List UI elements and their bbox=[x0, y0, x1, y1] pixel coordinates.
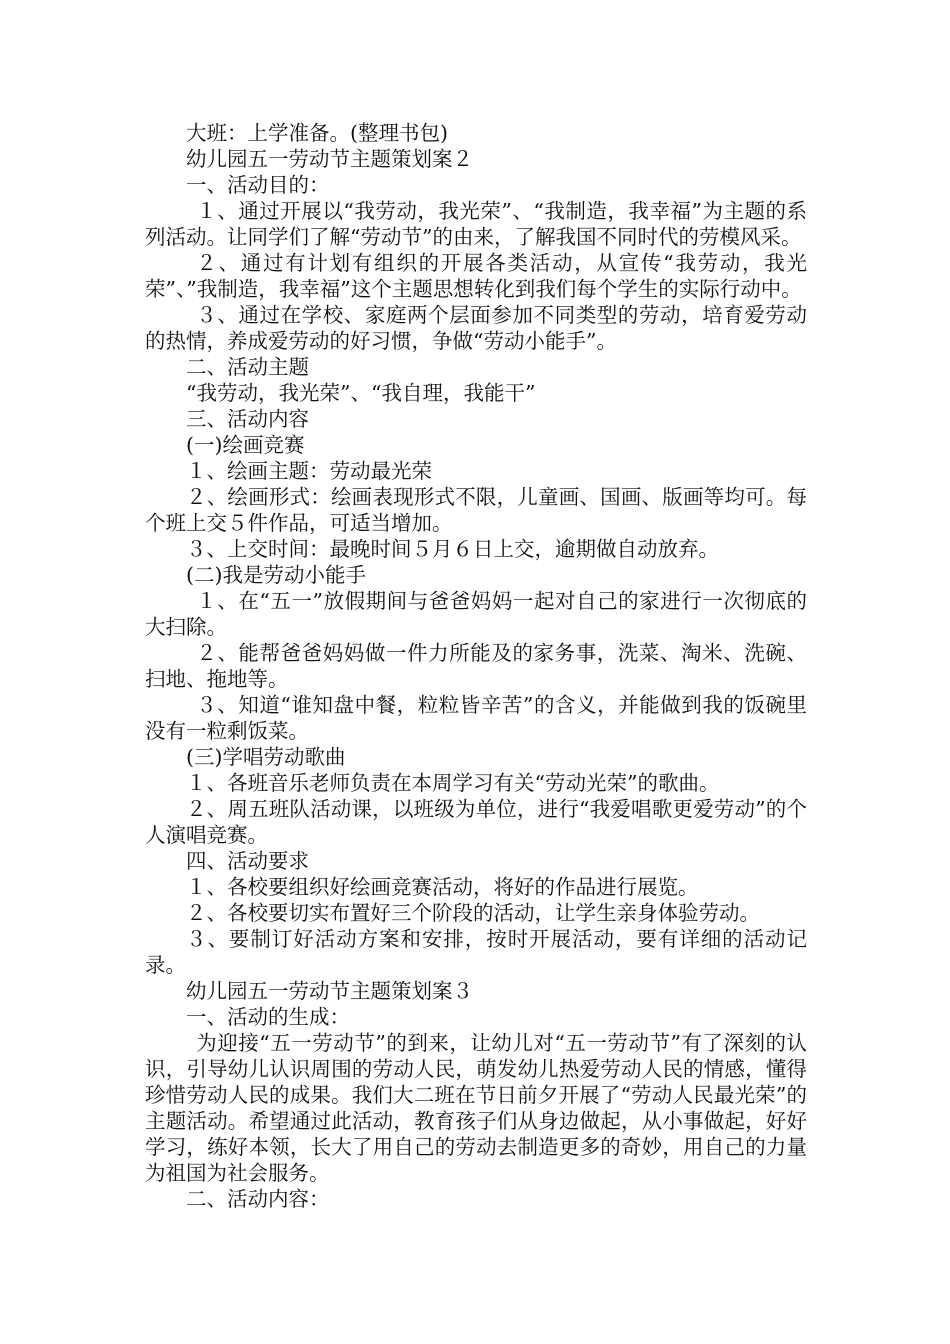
paragraph: ２、能帮爸爸妈妈做一件力所能及的家务事，洗菜、淘米、洗碗、扫地、拖地等。 bbox=[145, 641, 807, 691]
paragraph: ３、上交时间：最晚时间５月６日上交，逾期做自动放弃。 bbox=[186, 537, 719, 561]
paragraph: ３、要制订好活动方案和安排，按时开展活动，要有详细的活动记录。 bbox=[145, 927, 807, 977]
paragraph: 二、活动主题 bbox=[186, 355, 309, 379]
paragraph: １、在“五一”放假期间与爸爸妈妈一起对自己的家进行一次彻底的大扫除。 bbox=[145, 589, 807, 639]
paragraph: 三、活动内容 bbox=[186, 407, 309, 431]
paragraph: ２、绘画形式：绘画表现形式不限，儿童画、国画、版画等均可。每个班上交５件作品，可适当增加。 bbox=[145, 485, 807, 535]
paragraph: １、通过开展以“我劳动，我光荣”、“我制造，我幸福”为主题的系列活动。让同学们了解“劳动节”的由来，了解我国不同时代的劳模风采。 bbox=[145, 199, 807, 249]
paragraph: 幼儿园五一劳动节主题策划案２ bbox=[186, 147, 473, 171]
paragraph: (一)绘画竞赛 bbox=[186, 433, 305, 457]
paragraph: 幼儿园五一劳动节主题策划案３ bbox=[186, 979, 473, 1003]
paragraph: ３、知道“谁知盘中餐，粒粒皆辛苦”的含义，并能做到我的饭碗里没有一粒剩饭菜。 bbox=[145, 693, 807, 743]
paragraph: 一、活动目的： bbox=[186, 173, 330, 197]
paragraph: １、各校要组织好绘画竞赛活动，将好的作品进行展览。 bbox=[186, 875, 699, 899]
paragraph: ２、通过有计划有组织的开展各类活动，从宣传“我劳动，我光荣”、”我制造，我幸福”这个主题思想转化到我们每个学生的实际行动中。 bbox=[145, 251, 807, 301]
paragraph: “我劳动，我光荣”、“我自理，我能干” bbox=[186, 381, 536, 405]
paragraph: １、各班音乐老师负责在本周学习有关“劳动光荣”的歌曲。 bbox=[186, 771, 720, 795]
paragraph: (二)我是劳动小能手 bbox=[186, 563, 366, 587]
paragraph: 为迎接“五一劳动节”的到来，让幼儿对“五一劳动节”有了深刻的认识，引导幼儿认识周围的劳动人民，萌发幼儿热爱劳动人民的情感，懂得珍惜劳动人民的成果。我们大二班在节日前夕开展了“劳动人民最光荣”的主题活动。希望通过此活动，教育孩子们从身边做起，从小事做起，好好学习，练好本领，长大了用自己的劳动去制造更多的奇妙，用自己的力量为祖国为社会服务。 bbox=[145, 1031, 807, 1185]
paragraph: ２、周五班队活动课，以班级为单位，进行“我爱唱歌更爱劳动”的个人演唱竞赛。 bbox=[145, 797, 807, 847]
paragraph: １、绘画主题：劳动最光荣 bbox=[186, 459, 432, 483]
paragraph: 四、活动要求 bbox=[186, 849, 309, 873]
document-page bbox=[145, 120, 807, 1212]
paragraph: 一、活动的生成： bbox=[186, 1005, 350, 1029]
paragraph: 大班：上学准备。(整理书包) bbox=[186, 121, 448, 145]
paragraph: 二、活动内容： bbox=[186, 1187, 330, 1211]
paragraph: ３、通过在学校、家庭两个层面参加不同类型的劳动，培育爱劳动的热情，养成爱劳动的好习惯，争做“劳动小能手”。 bbox=[145, 303, 807, 353]
paragraph: ２、各校要切实布置好三个阶段的活动，让学生亲身体验劳动。 bbox=[186, 901, 760, 925]
paragraph: (三)学唱劳动歌曲 bbox=[186, 745, 346, 769]
